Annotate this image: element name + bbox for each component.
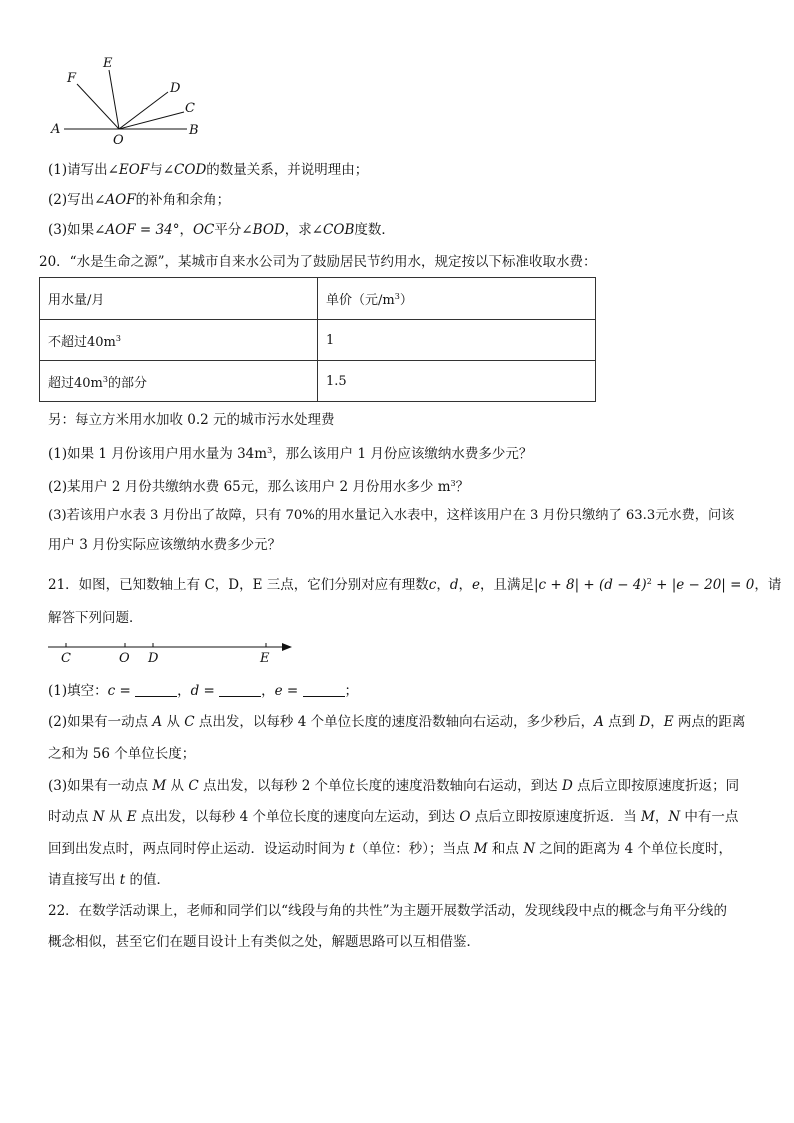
row1-price: 1 <box>318 320 596 361</box>
q21-intro-line2: 解答下列问题． <box>48 610 143 626</box>
row2-price: 1.5 <box>318 361 596 402</box>
q22-line1: 22．在数学活动课上，老师和同学们以“线段与角的共性”为主题开展数学活动，发现线段中点的概念与角平分线的 <box>48 903 727 919</box>
label-D: D <box>170 81 181 96</box>
q22-line2: 概念相似，甚至它们在题目设计上有类似之处，解题思路可以互相借鉴． <box>48 934 480 950</box>
row1-usage: 不超过$40m^3$ <box>40 320 318 361</box>
label-F: F <box>67 71 77 86</box>
header-usage: 用水量/月 <box>40 278 318 320</box>
q20-part1: (1)如果 1 月份该用户用水量为 $34m^3$，那么该用户 1 月份应该缴纳水费多少元？ <box>48 446 533 462</box>
q20-intro: 20．“水是生命之源”，某城市自来水公司为了鼓励居民节约用水，规定按以下标准收取水费： <box>39 254 597 270</box>
q21-condition-formula: $|c + 8| + (d - 4)^2 + |e - 20| = 0$ <box>534 577 755 593</box>
number-line-arrow <box>282 643 292 651</box>
axis-label-E: E <box>260 651 270 666</box>
label-A: A <box>51 122 61 137</box>
q21-part3-line4: 请直接写出 t 的值． <box>48 872 171 888</box>
row2-usage: 超过$40m^3$的部分 <box>40 361 318 402</box>
answer-blank-e[interactable] <box>303 684 345 697</box>
q19-part1: (1)请写出∠EOF与∠COD的数量关系，并说明理由； <box>48 162 369 178</box>
label-E: E <box>103 56 113 71</box>
answer-blank-d[interactable] <box>219 684 261 697</box>
q21-part2-line2: 之和为 56 个单位长度； <box>48 746 196 762</box>
table-header-row <box>40 278 596 320</box>
q20-part3-line1: (3)若该用户水表 3 月份出了故障，只有 70%的用水量记入水表中，这样该用户在 3 月份只缴纳了 63.3元水费，问该 <box>48 508 735 523</box>
axis-label-D: D <box>148 651 159 666</box>
axis-label-O: O <box>119 651 130 666</box>
q21-part3-line2: 时动点 N 从 E 点出发，以每秒 4 个单位长度的速度向左运动，到达 O 点后立即按原速度折返．当 M，N 中有一点 <box>48 809 739 825</box>
q20-part2: (2)某用户 2 月份共缴纳水费 65元，那么该用户 2 月份用水多少 $m^3$？ <box>48 479 470 495</box>
q21-part3-line1: (3)如果有一动点 M 从 C 点出发，以每秒 2 个单位长度的速度沿数轴向右运动，到达 D 点后立即按原速度折返；同 <box>48 778 740 794</box>
ray-OC <box>119 112 184 129</box>
axis-label-C: C <box>61 651 71 666</box>
q19-part3: (3)如果∠AOF = 34°，OC平分∠BOD，求∠COB度数． <box>48 222 395 238</box>
q21-intro-line1: 21．如图，已知数轴上有 C，D，E 三点，它们分别对应有理数c，d，e，且满足$|c + 8| + (d - 4)^2 + |e - 20| = 0$，请 <box>48 577 782 593</box>
label-O: O <box>113 133 124 148</box>
header-price: 单价（元$/m^3$） <box>318 278 596 320</box>
answer-blank-c[interactable] <box>135 684 177 697</box>
ray-OD <box>119 92 168 129</box>
q21-part3-line3: 回到出发点时，两点同时停止运动．设运动时间为 t（单位：秒）；当点 M 和点 N 之间的距离为 4 个单位长度时， <box>48 841 732 857</box>
label-B: B <box>189 123 199 138</box>
q20-part3-line2: 用户 3 月份实际应该缴纳水费多少元？ <box>48 537 282 553</box>
q20-note: 另：每立方米用水加收 0.2 元的城市污水处理费 <box>48 412 335 428</box>
table-row <box>40 361 596 402</box>
table-row <box>40 320 596 361</box>
label-C: C <box>185 101 195 116</box>
water-fee-table <box>39 277 596 402</box>
q19-part2: (2)写出∠AOF的补角和余角； <box>48 192 231 208</box>
q21-part1: (1)填空：c = ，d = ，e = ； <box>48 683 359 699</box>
q21-part2-line1: (2)如果有一动点 A 从 C 点出发，以每秒 4 个单位长度的速度沿数轴向右运动，多少秒后，A 点到 D，E 两点的距离 <box>48 714 746 730</box>
